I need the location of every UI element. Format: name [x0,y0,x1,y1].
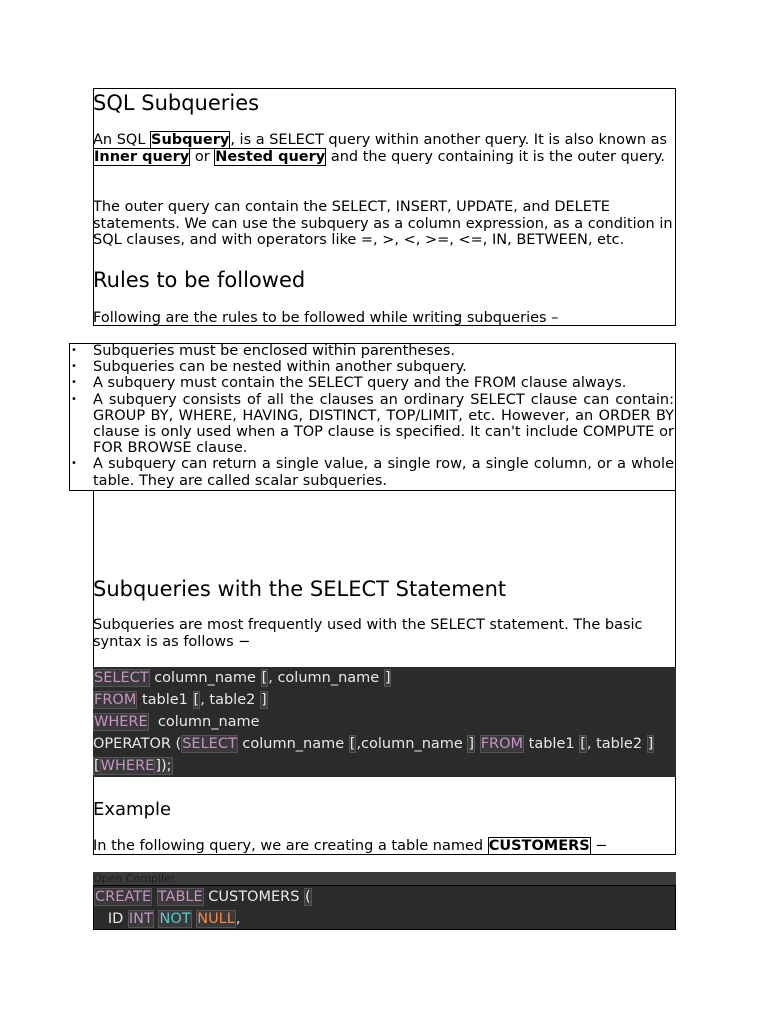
intro-paragraph-2: The outer query can contain the SELECT, INSERT, UPDATE, and DELETE statements. We can use the subquery as a column expression, as a condition in SQL clauses, and with operators like =, >, <, >=, <=, IN, BETWEEN, etc. [93,199,673,248]
code-line: ID INT NOT NULL, [94,911,241,927]
syntax-code-block[interactable] [93,667,676,777]
rules-intro: Following are the rules to be followed while writing subqueries – [93,310,559,326]
term-inner-query: Inner query [94,148,190,165]
select-section-intro: Subqueries are most frequently used with the SELECT statement. The basic syntax is as follows − [93,617,643,650]
select-section-heading: Subqueries with the SELECT Statement [93,577,507,601]
term-subquery: Subquery [151,132,230,148]
code-line: WHERE column_name [94,714,260,730]
code-line: [WHERE]); [94,758,172,774]
table-name-customers: CUSTOMERS [488,838,590,854]
rule-item: • A subquery must contain the SELECT query and the FROM clause always. [93,375,674,391]
code-line: OPERATOR (SELECT column_name [,column_name ] FROM table1 [, table2 ] [93,736,654,752]
code-line: CREATE TABLE CUSTOMERS ( [95,889,311,905]
rules-list [93,343,674,489]
compiler-code-block[interactable] [93,885,676,930]
rule-item: • Subqueries can be nested within another subquery. [93,359,674,375]
open-compiler-link[interactable]: Open Compiler [93,872,676,885]
page-title: SQL Subqueries [93,91,260,115]
example-text: In the following query, we are creating a table named CUSTOMERS − [93,838,608,854]
term-nested-query: Nested query [215,148,326,165]
rule-item: • Subqueries must be enclosed within parentheses. [93,343,674,359]
intro-paragraph-1: An SQL Subquery, is a SELECT query within another query. It is also known as Inner query or Nested query and the query containing it is the outer query. [93,132,668,165]
rule-item: • A subquery consists of all the clauses an ordinary SELECT clause can contain: GROUP BY, WHERE, HAVING, DISTINCT, TOP/LIMIT, etc. However, an ORDER BY clause is only used when a TOP clause is specified. It can't include COMPUTE or FOR BROWSE clause. [93,392,674,457]
code-line: SELECT column_name [, column_name ] [94,670,391,686]
example-heading: Example [93,799,172,820]
rule-item: • A subquery can return a single value, a single row, a single column, or a whole table. They are called scalar subqueries. [93,456,674,488]
rules-heading: Rules to be followed [93,268,306,292]
code-line: FROM table1 [, table2 ] [94,692,267,708]
